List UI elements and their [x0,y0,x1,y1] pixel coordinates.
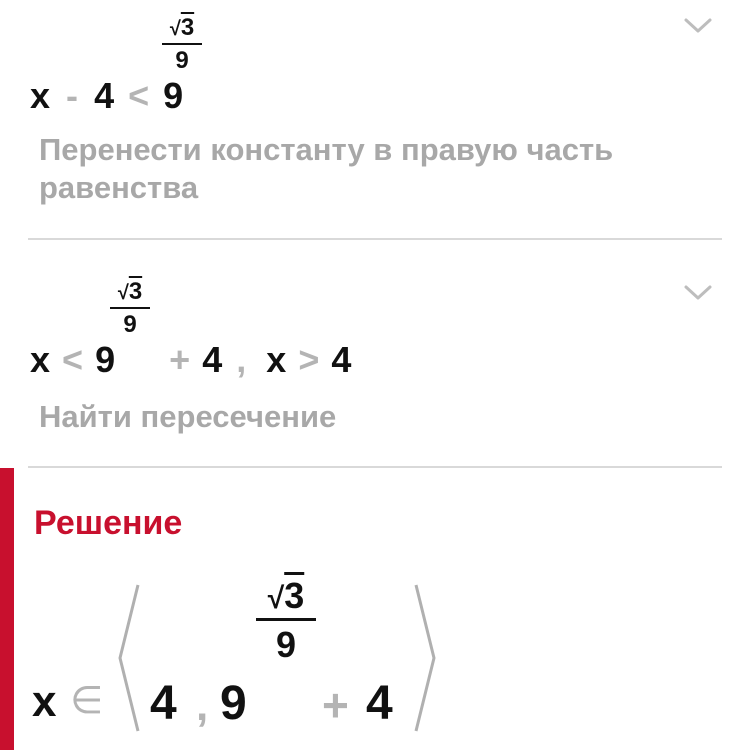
plus-operator: + [322,679,349,731]
constant-four: 4 [94,75,115,116]
description-line-2: равенства [39,170,199,205]
divider [28,238,722,240]
description-line-1: Перенести константу в правую часть [39,132,614,167]
exponent-fraction [162,16,202,73]
step-1-expression [30,75,184,116]
sqrt-numerator: √3 [117,278,143,305]
var-x: x [30,339,51,380]
denominator: 9 [175,47,189,74]
var-x: x [30,75,51,116]
base-nine: 9 [95,339,116,380]
sqrt-icon: √ [117,282,129,304]
less-than-operator: < [62,339,84,380]
comma: , [236,339,247,380]
exponent-fraction [110,280,150,337]
minus-operator: - [66,75,79,116]
solution-title: Решение [34,504,183,542]
right-angle-bracket-icon [412,583,438,733]
denominator: 9 [123,311,137,338]
fraction-bar [256,618,316,621]
fraction-bar [110,307,150,309]
less-than-operator: < [128,75,150,116]
var-x: x [32,677,57,726]
solution-accent-bar [0,468,14,750]
step-2-expression [30,339,352,380]
interval-end-constant: 4 [366,677,393,730]
chevron-down-icon[interactable] [683,283,713,303]
element-of-symbol: ∈ [70,680,104,722]
step-1-description [39,131,699,207]
base-nine: 9 [163,75,184,116]
denominator: 9 [275,624,297,665]
divider [28,466,722,468]
constant-four-2: 4 [331,339,352,380]
sqrt-numerator: √3 [267,575,305,616]
sqrt-icon: √ [169,18,181,40]
step-2-description: Найти пересечение [39,399,337,434]
plus-operator: + [169,339,191,380]
constant-four: 4 [202,339,223,380]
sqrt-numerator: √3 [169,14,195,41]
sqrt-icon: √ [267,582,285,615]
chevron-down-icon[interactable] [683,16,713,36]
base-nine: 9 [220,677,247,730]
comma: , [196,681,209,730]
fraction-bar [162,43,202,45]
greater-than-operator: > [298,339,320,380]
exponent-fraction [256,575,316,665]
left-angle-bracket-icon [116,583,142,733]
var-x-2: x [266,339,287,380]
interval-start: 4 [150,677,177,730]
